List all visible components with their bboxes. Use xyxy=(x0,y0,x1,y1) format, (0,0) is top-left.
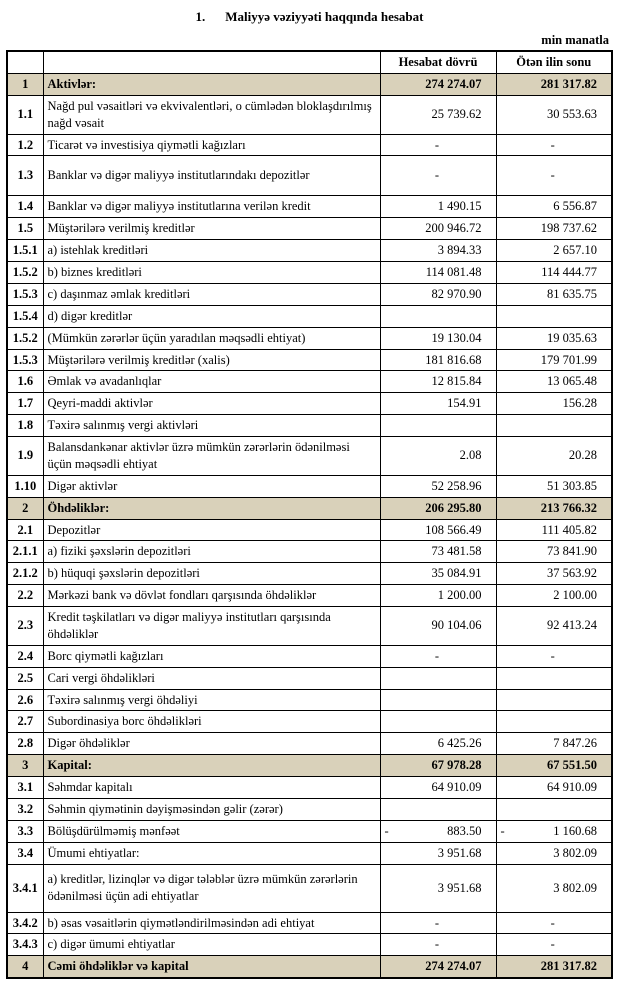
table-row xyxy=(7,283,612,305)
value-current-period: - xyxy=(380,645,496,667)
title-number: 1. xyxy=(195,9,206,24)
table-row xyxy=(7,912,612,934)
row-label: Ümumi ehtiyatlar: xyxy=(43,842,380,864)
value-previous-year xyxy=(496,689,612,711)
table-row xyxy=(7,134,612,156)
row-number: 3.3 xyxy=(7,820,43,842)
value-current-period xyxy=(380,667,496,689)
row-label: Bölüşdürülməmiş mənfəət xyxy=(43,820,380,842)
row-number: 1.4 xyxy=(7,196,43,218)
row-number: 1.9 xyxy=(7,437,43,476)
row-label: Müştərilərə verilmiş kreditlər xyxy=(43,218,380,240)
row-label: Ticarət və investisiya qiymətli kağızları xyxy=(43,134,380,156)
value-current-period: 2.08 xyxy=(380,437,496,476)
table-row xyxy=(7,305,612,327)
value-previous-year xyxy=(496,667,612,689)
row-number: 3 xyxy=(7,755,43,777)
row-number: 1.5.2 xyxy=(7,262,43,284)
table-row xyxy=(7,541,612,563)
value-current-period: 64 910.09 xyxy=(380,777,496,799)
row-label: Borc qiymətli kağızları xyxy=(43,645,380,667)
row-label: Cari vergi öhdəlikləri xyxy=(43,667,380,689)
value-previous-year: - xyxy=(496,645,612,667)
table-row xyxy=(7,689,612,711)
value-previous-year: 198 737.62 xyxy=(496,218,612,240)
value-previous-year xyxy=(496,711,612,733)
amount: 1 160.68 xyxy=(553,823,597,838)
table-row xyxy=(7,262,612,284)
row-number: 1.5.4 xyxy=(7,305,43,327)
section-row xyxy=(7,956,612,978)
value-previous-year xyxy=(496,305,612,327)
value-current-period xyxy=(380,305,496,327)
table-row xyxy=(7,934,612,956)
value-previous-year: 213 766.32 xyxy=(496,497,612,519)
value-previous-year: 3 802.09 xyxy=(496,842,612,864)
table-row xyxy=(7,733,612,755)
row-label: a) kreditlər, lizinqlər və digər tələblər üzrə mümkün zərərlərin ödənilməsi üçün adi ehtiyatlar xyxy=(43,864,380,912)
row-label: b) hüquqi şəxslərin depozitləri xyxy=(43,563,380,585)
table-row xyxy=(7,475,612,497)
value-previous-year: 51 303.85 xyxy=(496,475,612,497)
row-number: 1.7 xyxy=(7,393,43,415)
row-label: b) əsas vəsaitlərin qiymətləndirilməsindən adi ehtiyat xyxy=(43,912,380,934)
row-label: c) daşınmaz əmlak kreditləri xyxy=(43,283,380,305)
row-number: 1.2 xyxy=(7,134,43,156)
row-number: 4 xyxy=(7,956,43,978)
value-previous-year: 6 556.87 xyxy=(496,196,612,218)
value-current-period: 67 978.28 xyxy=(380,755,496,777)
table-header-row xyxy=(7,51,612,73)
value-previous-year: - xyxy=(496,912,612,934)
row-number: 1.5 xyxy=(7,218,43,240)
row-number: 3.1 xyxy=(7,777,43,799)
table-row xyxy=(7,437,612,476)
row-number: 2.1 xyxy=(7,519,43,541)
value-previous-year xyxy=(496,820,612,842)
row-label: Balansdankənar aktivlər üzrə mümkün zərərlərin ödənilməsi üçün məqsədli ehtiyat xyxy=(43,437,380,476)
value-current-period: 6 425.26 xyxy=(380,733,496,755)
table-row xyxy=(7,95,612,134)
row-label: Kapital: xyxy=(43,755,380,777)
value-previous-year: - xyxy=(496,934,612,956)
table-row xyxy=(7,842,612,864)
row-label: a) istehlak kreditləri xyxy=(43,240,380,262)
value-current-period xyxy=(380,820,496,842)
value-current-period: 82 970.90 xyxy=(380,283,496,305)
row-number: 3.4.1 xyxy=(7,864,43,912)
value-previous-year: 73 841.90 xyxy=(496,541,612,563)
table-row xyxy=(7,196,612,218)
table-row xyxy=(7,415,612,437)
row-label: (Mümkün zərərlər üçün yaradılan məqsədli ehtiyat) xyxy=(43,327,380,349)
row-number: 1.5.2 xyxy=(7,327,43,349)
page-title xyxy=(6,6,613,33)
amount: 883.50 xyxy=(447,823,482,838)
row-number: 2.8 xyxy=(7,733,43,755)
row-label: Depozitlər xyxy=(43,519,380,541)
value-current-period: 90 104.06 xyxy=(380,607,496,646)
row-label: Subordinasiya borc öhdəlikləri xyxy=(43,711,380,733)
table-row xyxy=(7,519,612,541)
header-number-cell xyxy=(7,51,43,73)
row-number: 1 xyxy=(7,73,43,95)
table-row xyxy=(7,667,612,689)
value-previous-year: 281 317.82 xyxy=(496,956,612,978)
value-previous-year: 2 100.00 xyxy=(496,585,612,607)
value-previous-year: 67 551.50 xyxy=(496,755,612,777)
value-current-period: 3 951.68 xyxy=(380,842,496,864)
section-row xyxy=(7,497,612,519)
value-previous-year: 13 065.48 xyxy=(496,371,612,393)
row-number: 2.2 xyxy=(7,585,43,607)
value-current-period: 200 946.72 xyxy=(380,218,496,240)
row-label: Mərkəzi bank və dövlət fondları qarşısında öhdəliklər xyxy=(43,585,380,607)
row-number: 2.1.2 xyxy=(7,563,43,585)
table-body xyxy=(7,73,612,978)
table-row xyxy=(7,711,612,733)
row-label: Banklar və digər maliyyə institutlarına verilən kredit xyxy=(43,196,380,218)
row-number: 3.4.3 xyxy=(7,934,43,956)
title-text: Maliyyə vəziyyəti haqqında hesabat xyxy=(225,9,424,24)
row-number: 1.5.3 xyxy=(7,349,43,371)
value-previous-year: - xyxy=(496,156,612,196)
row-number: 2.1.1 xyxy=(7,541,43,563)
table-row xyxy=(7,393,612,415)
value-current-period: 35 084.91 xyxy=(380,563,496,585)
row-label: Təxirə salınmış vergi aktivləri xyxy=(43,415,380,437)
table-row xyxy=(7,820,612,842)
value-previous-year: 3 802.09 xyxy=(496,864,612,912)
value-current-period: 1 200.00 xyxy=(380,585,496,607)
value-previous-year xyxy=(496,415,612,437)
row-label: Aktivlər: xyxy=(43,73,380,95)
table-row xyxy=(7,645,612,667)
value-current-period: 3 951.68 xyxy=(380,864,496,912)
value-previous-year: 92 413.24 xyxy=(496,607,612,646)
row-number: 1.8 xyxy=(7,415,43,437)
row-label: Əmlak və avadanlıqlar xyxy=(43,371,380,393)
row-label: Digər öhdəliklər xyxy=(43,733,380,755)
value-previous-year: 64 910.09 xyxy=(496,777,612,799)
value-previous-year: 30 553.63 xyxy=(496,95,612,134)
header-previous-year: Ötən ilin sonu xyxy=(496,51,612,73)
row-label: Qeyri-maddi aktivlər xyxy=(43,393,380,415)
row-label: Digər aktivlər xyxy=(43,475,380,497)
row-label: Kredit təşkilatları və digər maliyyə institutları qarşısında öhdəliklər xyxy=(43,607,380,646)
value-previous-year: 281 317.82 xyxy=(496,73,612,95)
row-label: Öhdəliklər: xyxy=(43,497,380,519)
table-row xyxy=(7,327,612,349)
value-current-period: 12 815.84 xyxy=(380,371,496,393)
table-row xyxy=(7,607,612,646)
row-label: Təxirə salınmış vergi öhdəliyi xyxy=(43,689,380,711)
value-current-period: 52 258.96 xyxy=(380,475,496,497)
value-previous-year: 114 444.77 xyxy=(496,262,612,284)
value-previous-year: - xyxy=(496,134,612,156)
value-current-period: 181 816.68 xyxy=(380,349,496,371)
row-label: b) biznes kreditləri xyxy=(43,262,380,284)
row-label: c) digər ümumi ehtiyatlar xyxy=(43,934,380,956)
row-label: Cəmi öhdəliklər və kapital xyxy=(43,956,380,978)
row-label: Müştərilərə verilmiş kreditlər (xalis) xyxy=(43,349,380,371)
row-label: Nağd pul vəsaitləri və ekvivalentləri, o cümlədən bloklaşdırılmış nağd vəsait xyxy=(43,95,380,134)
value-previous-year: 156.28 xyxy=(496,393,612,415)
value-current-period: 19 130.04 xyxy=(380,327,496,349)
row-number: 1.5.3 xyxy=(7,283,43,305)
value-current-period: 154.91 xyxy=(380,393,496,415)
value-current-period xyxy=(380,415,496,437)
row-number: 2.5 xyxy=(7,667,43,689)
row-number: 2 xyxy=(7,497,43,519)
row-label: Səhmin qiymətinin dəyişməsindən gəlir (zərər) xyxy=(43,798,380,820)
row-label: a) fiziki şəxslərin depozitləri xyxy=(43,541,380,563)
row-number: 3.4 xyxy=(7,842,43,864)
header-current-period: Hesabat dövrü xyxy=(380,51,496,73)
value-previous-year: 2 657.10 xyxy=(496,240,612,262)
row-number: 1.10 xyxy=(7,475,43,497)
row-number: 1.3 xyxy=(7,156,43,196)
value-current-period: 206 295.80 xyxy=(380,497,496,519)
value-current-period: 73 481.58 xyxy=(380,541,496,563)
table-row xyxy=(7,864,612,912)
row-label: d) digər kreditlər xyxy=(43,305,380,327)
table-row xyxy=(7,777,612,799)
value-previous-year: 111 405.82 xyxy=(496,519,612,541)
row-number: 3.2 xyxy=(7,798,43,820)
table-row xyxy=(7,349,612,371)
row-number: 1.6 xyxy=(7,371,43,393)
value-current-period: 1 490.15 xyxy=(380,196,496,218)
financial-position-table xyxy=(6,50,613,979)
value-previous-year: 179 701.99 xyxy=(496,349,612,371)
row-number: 1.1 xyxy=(7,95,43,134)
table-row xyxy=(7,563,612,585)
header-label-cell xyxy=(43,51,380,73)
value-previous-year: 81 635.75 xyxy=(496,283,612,305)
minus-sign: - xyxy=(384,823,389,838)
value-current-period xyxy=(380,798,496,820)
table-row xyxy=(7,218,612,240)
row-number: 3.4.2 xyxy=(7,912,43,934)
minus-sign: - xyxy=(500,823,505,838)
value-previous-year: 19 035.63 xyxy=(496,327,612,349)
value-current-period: - xyxy=(380,912,496,934)
table-row xyxy=(7,371,612,393)
value-previous-year: 37 563.92 xyxy=(496,563,612,585)
table-row xyxy=(7,156,612,196)
value-current-period: 25 739.62 xyxy=(380,95,496,134)
row-number: 2.3 xyxy=(7,607,43,646)
value-current-period: - xyxy=(380,156,496,196)
row-label: Səhmdar kapitalı xyxy=(43,777,380,799)
unit-note: min manatla xyxy=(541,33,609,47)
value-current-period: 3 894.33 xyxy=(380,240,496,262)
value-previous-year xyxy=(496,798,612,820)
row-number: 2.6 xyxy=(7,689,43,711)
value-current-period: 274 274.07 xyxy=(380,956,496,978)
row-number: 2.4 xyxy=(7,645,43,667)
value-current-period: 274 274.07 xyxy=(380,73,496,95)
value-current-period: - xyxy=(380,134,496,156)
table-row xyxy=(7,240,612,262)
table-row xyxy=(7,585,612,607)
section-row xyxy=(7,73,612,95)
value-previous-year: 7 847.26 xyxy=(496,733,612,755)
value-current-period xyxy=(380,711,496,733)
table-row xyxy=(7,798,612,820)
row-label: Banklar və digər maliyyə institutlarındakı depozitlər xyxy=(43,156,380,196)
row-number: 1.5.1 xyxy=(7,240,43,262)
section-row xyxy=(7,755,612,777)
value-current-period: - xyxy=(380,934,496,956)
value-current-period xyxy=(380,689,496,711)
row-number: 2.7 xyxy=(7,711,43,733)
value-current-period: 108 566.49 xyxy=(380,519,496,541)
value-previous-year: 20.28 xyxy=(496,437,612,476)
value-current-period: 114 081.48 xyxy=(380,262,496,284)
